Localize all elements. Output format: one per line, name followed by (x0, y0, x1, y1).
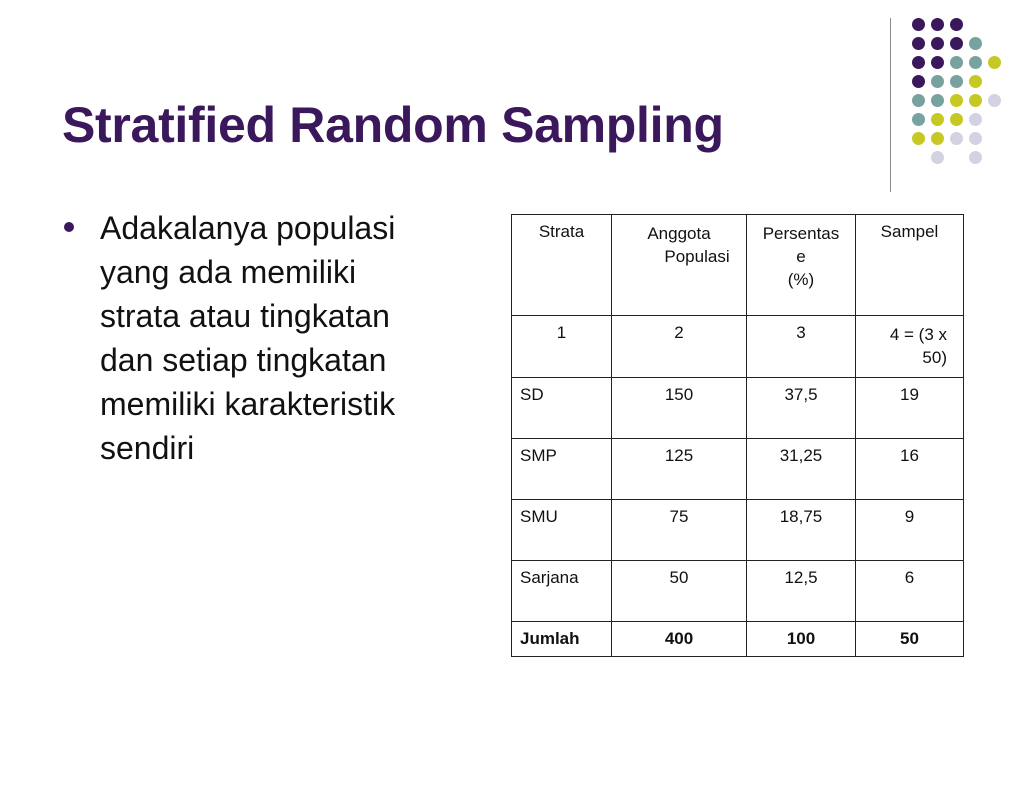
dot (969, 37, 982, 50)
cell-persen: 31,25 (747, 439, 856, 500)
table-total-row (512, 622, 964, 657)
cell-sampel: 19 (856, 378, 964, 439)
dot (969, 75, 982, 88)
dot (950, 113, 963, 126)
total-sampel: 50 (856, 622, 964, 657)
dot (931, 18, 944, 31)
header-sampel: Sampel (856, 215, 964, 316)
dot (969, 56, 982, 69)
dot (912, 56, 925, 69)
total-persen: 100 (747, 622, 856, 657)
dot (950, 132, 963, 145)
cell-anggota: 75 (612, 500, 747, 561)
dot (950, 37, 963, 50)
table-numbering-row (512, 316, 964, 378)
formula-line1: 4 = (3 x (889, 325, 947, 344)
header-persen-line3: (%) (787, 270, 815, 289)
dot (912, 113, 925, 126)
header-persentase (747, 215, 856, 316)
dot (912, 18, 925, 31)
cell-strata: SMU (512, 500, 612, 561)
cell-anggota: 150 (612, 378, 747, 439)
dot (931, 75, 944, 88)
cell-persen: 37,5 (747, 378, 856, 439)
slide-title: Stratified Random Sampling (62, 97, 724, 153)
number-cell: 1 (512, 316, 612, 378)
dot (912, 94, 925, 107)
dot (950, 56, 963, 69)
dot (950, 75, 963, 88)
dot (950, 18, 963, 31)
dot (988, 56, 1001, 69)
dot (931, 94, 944, 107)
cell-persen: 18,75 (747, 500, 856, 561)
cell-strata: SMP (512, 439, 612, 500)
cell-anggota: 50 (612, 561, 747, 622)
bullet-marker (64, 222, 74, 232)
total-anggota: 400 (612, 622, 747, 657)
number-cell (856, 316, 964, 378)
header-anggota-line1: Anggota (647, 224, 711, 243)
header-persen-line1: Persentas (762, 224, 840, 243)
bullet-text: Adakalanya populasi yang ada memiliki strata atau tingkatan dan setiap tingkatan memiliki karakteristik sendiri (100, 210, 396, 466)
header-strata: Strata (512, 215, 612, 316)
dot (912, 132, 925, 145)
dot (931, 151, 944, 164)
table-header-row (512, 215, 964, 316)
cell-anggota: 125 (612, 439, 747, 500)
dot (912, 37, 925, 50)
header-anggota-line2: Populasi (664, 247, 730, 266)
header-anggota-populasi (612, 215, 747, 316)
dot (969, 151, 982, 164)
formula-line2: 50) (922, 348, 947, 367)
table-row (512, 439, 964, 500)
number-cell: 2 (612, 316, 747, 378)
header-persen-line2: e (796, 247, 806, 266)
dot (969, 94, 982, 107)
cell-persen: 12,5 (747, 561, 856, 622)
dot (931, 113, 944, 126)
table-row (512, 561, 964, 622)
dot (969, 132, 982, 145)
dot (931, 132, 944, 145)
table-row (512, 500, 964, 561)
divider-line (890, 18, 891, 192)
dot (912, 75, 925, 88)
dot (950, 94, 963, 107)
cell-sampel: 6 (856, 561, 964, 622)
cell-sampel: 9 (856, 500, 964, 561)
dot (988, 94, 1001, 107)
cell-strata: SD (512, 378, 612, 439)
dot (931, 37, 944, 50)
table-row (512, 378, 964, 439)
total-label: Jumlah (512, 622, 612, 657)
cell-sampel: 16 (856, 439, 964, 500)
cell-strata: Sarjana (512, 561, 612, 622)
number-cell: 3 (747, 316, 856, 378)
dot (931, 56, 944, 69)
dot (969, 113, 982, 126)
strata-table (511, 214, 964, 657)
